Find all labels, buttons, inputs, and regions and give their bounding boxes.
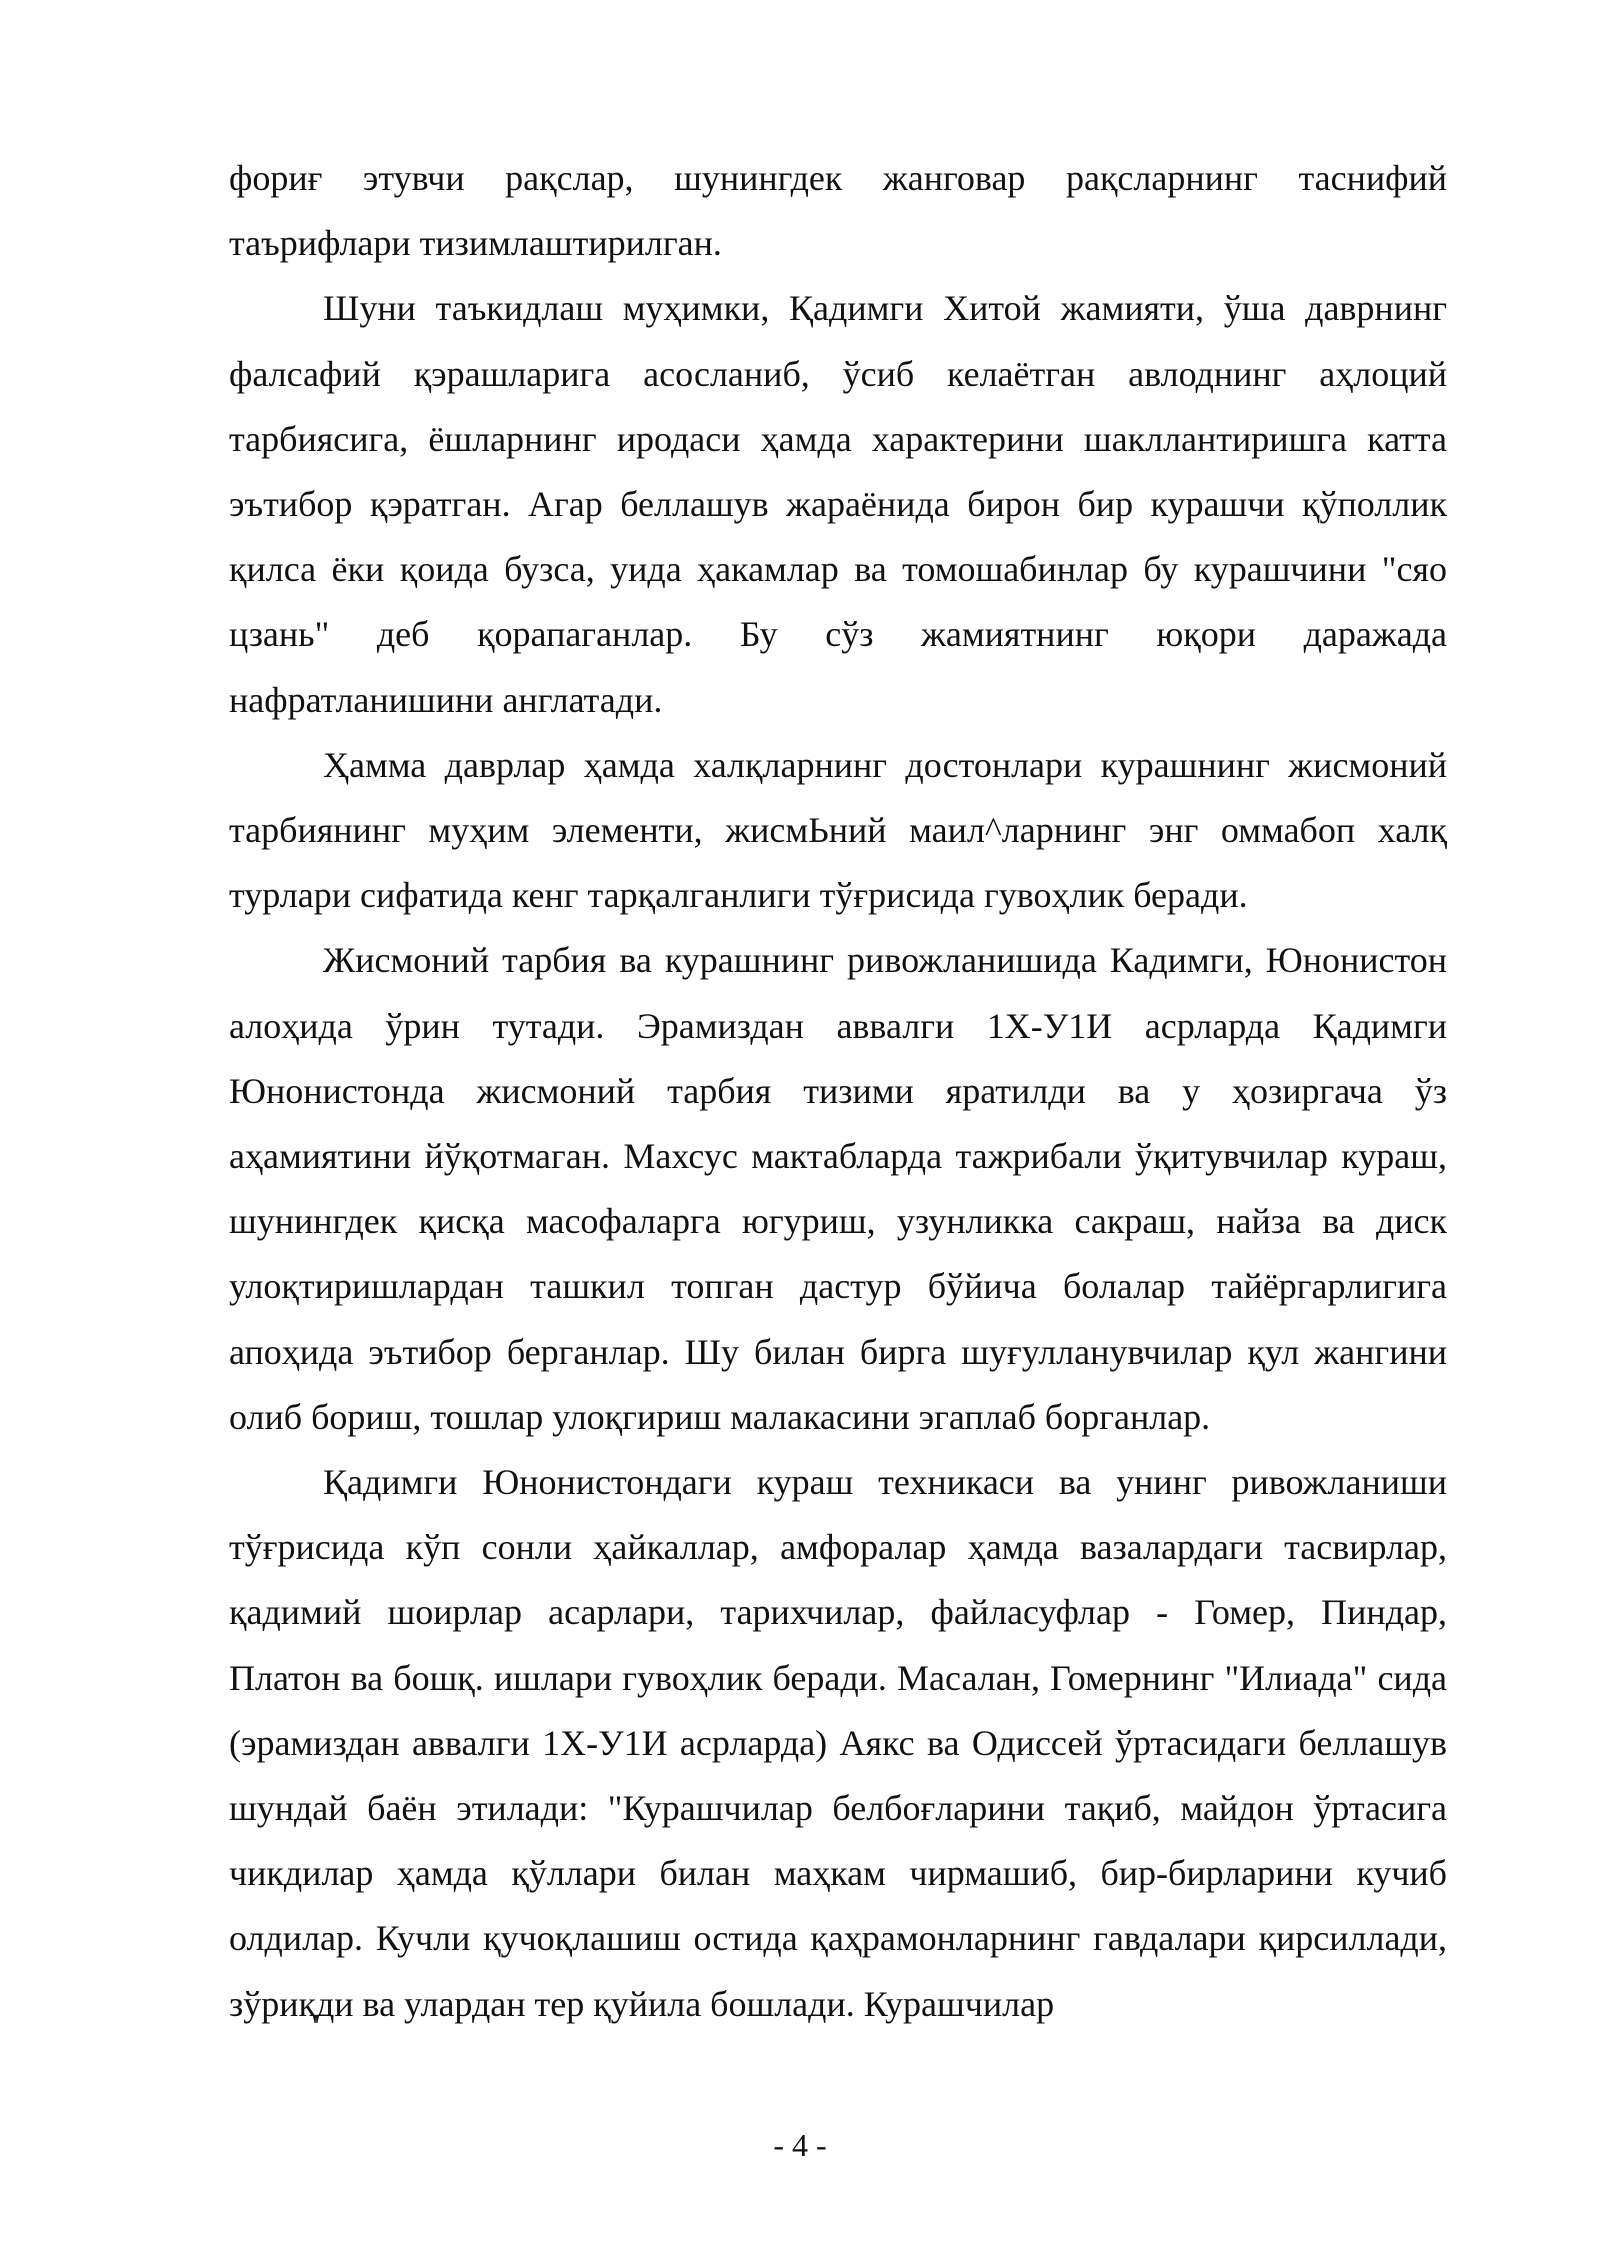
document-page (229, 146, 1447, 2037)
paragraph-greek-wrestling: Қадимги Юнонистондаги кураш техникаси ва унинг ривожланиши тўғрисида кўп сонли ҳайкаллар, амфоралар ҳамда вазалардаги тасвирлар, қадимий шоирлар асарлари, тарихчилар, файласуфлар - Гомер, Пиндар, Платон ва бошқ. ишлари гувоҳлик беради. Масалан, Гомернинг "Илиада" сида (эрамиздан аввалги 1Х-У1И асрларда) Аякс ва Одиссей ўртасидаги беллашув шундай баён этилади: "Курашчилар белбоғларини тақиб, майдон ўртасига чикдилар ҳамда қўллари билан маҳкам чирмашиб, бир-бирларини кучиб олдилар. Кучли қучоқлашиш остида қаҳрамонларнинг гавдалари қирсиллади, зўриқди ва улардан тер қуйила бошлади. Курашчилар (229, 1462, 1447, 2024)
paragraph-epics: Ҳамма даврлар ҳамда халқларнинг достонлари курашнинг жисмоний тарбиянинг муҳим элементи, жисмЬний маил^ларнинг энг оммабоп халқ турлари сифатида кенг тарқалганлиги тўғрисида гувоҳлик беради. (229, 744, 1447, 916)
paragraph-continuation: фориғ этувчи рақслар, шунингдек жанговар рақсларнинг таснифий таърифлари тизимлаштирилган. (229, 158, 1447, 264)
paragraph-ancient-china: Шуни таъкидлаш муҳимки, Қадимги Хитой жамияти, ўша даврнинг фалсафий қэрашларига асосланиб, ўсиб келаётган авлоднинг аҳлоций тарбиясига, ёшларнинг иродаси ҳамда характерини шакллантиришга катта эътибор қэратган. Агар беллашув жараёнида бирон бир курашчи қўполлик қилса ёки қоида бузса, уида ҳакамлар ва томошабинлар бу курашчини "сяо цзань" деб қорапаганлар. Бу сўз жамиятнинг юқори даражада нафратланишини англатади. (229, 288, 1447, 720)
page-number: - 4 - (773, 2127, 827, 2163)
paragraph-ancient-greece: Жисмоний тарбия ва курашнинг ривожланишида Кадимги, Юнонистон алоҳида ўрин тутади. Эрамиздан аввалги 1Х-У1И асрларда Қадимги Юнонистонда жисмоний тарбия тизими яратилди ва у ҳозиргача ўз аҳамиятини йўқотмаган. Махсус мактабларда тажрибали ўқитувчилар кураш, шунингдек қисқа масофаларга югуриш, узунликка сакраш, найза ва диск улоқтиришлардан ташкил топган дастур бўйича болалар тайёргарлигига апоҳида эътибор берганлар. Шу билан бирга шуғулланувчилар қул жангини олиб бориш, тошлар улоқгириш малакасини эгаплаб борганлар. (229, 940, 1447, 1437)
